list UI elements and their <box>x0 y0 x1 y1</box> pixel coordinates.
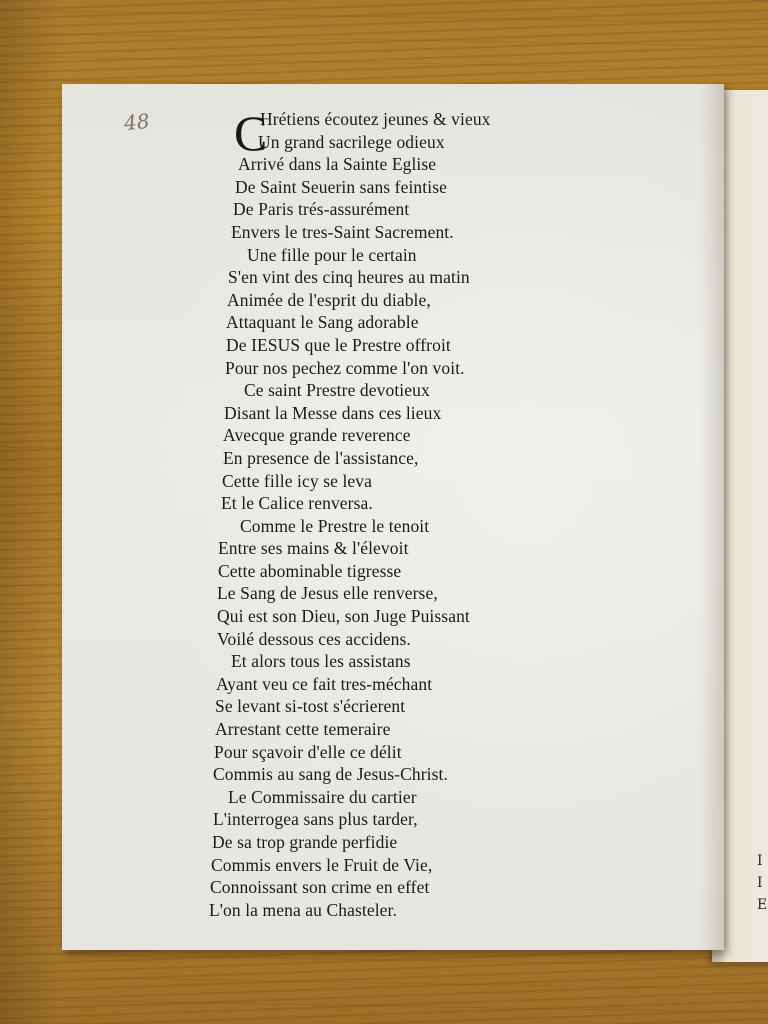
poem-line: S'en vint des cinq heures au matin <box>228 267 470 288</box>
poem-line: Arrestant cette temeraire <box>215 719 391 740</box>
poem-line: Ce saint Prestre devotieux <box>244 380 430 401</box>
poem-line: De Paris trés-assurément <box>233 199 410 220</box>
wooden-table-edge <box>0 0 60 1024</box>
right-page-fragment: I <box>757 853 763 869</box>
poem-line: Se levant si-tost s'écrierent <box>215 696 406 717</box>
poem-line: Entre ses mains & l'élevoit <box>218 538 409 559</box>
poem-line: L'on la mena au Chasteler. <box>209 899 397 920</box>
poem-line: Et le Calice renversa. <box>221 493 373 514</box>
poem-line: Un grand sacrilege odieux <box>258 131 445 152</box>
poem-line: Le Sang de Jesus elle renverse, <box>217 583 438 604</box>
poem-line: De sa trop grande perfidie <box>212 832 398 852</box>
poem-line: Pour sçavoir d'elle ce délit <box>214 741 402 762</box>
poem-line: Cette fille icy se leva <box>222 470 373 491</box>
poem-line: Connoissant son crime en effet <box>210 877 430 898</box>
poem-line: L'interrogea sans plus tarder, <box>213 809 418 830</box>
poem-line: Avecque grande reverence <box>223 425 411 446</box>
poem-line: Qui est son Dieu, son Juge Puissant <box>217 606 470 627</box>
poem-line: De Saint Seuerin sans feintise <box>235 176 447 197</box>
left-page <box>62 84 724 950</box>
poem-line: Envers le tres-Saint Sacrement. <box>231 221 454 242</box>
poem-line: Comme le Prestre le tenoit <box>240 515 430 536</box>
poem-line: Hrétiens écoutez jeunes & vieux <box>260 109 491 129</box>
poem-line: Arrivé dans la Sainte Eglise <box>238 154 437 175</box>
poem-line: Le Commissaire du cartier <box>228 786 417 807</box>
poem-line: Et alors tous les assistans <box>231 651 411 672</box>
right-page-fragment: I <box>757 875 763 891</box>
right-page-text-fragments <box>757 850 767 916</box>
right-page-fragment: E <box>757 897 768 913</box>
poem-line: Animée de l'esprit du diable, <box>227 289 431 310</box>
poem-line: Pour nos pechez comme l'on voit. <box>225 357 465 378</box>
poem-line: De IESUS que le Prestre offroit <box>226 334 451 355</box>
poem-line: Disant la Messe dans ces lieux <box>224 402 442 423</box>
page-edge-shadow <box>700 84 724 950</box>
poem-line: Commis au sang de Jesus-Christ. <box>213 764 448 785</box>
poem-line: Une fille pour le certain <box>247 244 417 265</box>
folio-mark: 48 <box>122 108 151 136</box>
poem-text <box>202 105 622 921</box>
poem-line: Cette abominable tigresse <box>218 560 402 581</box>
poem-line: Attaquant le Sang adorable <box>226 312 419 333</box>
poem-line: Ayant veu ce fait tres-méchant <box>216 673 433 694</box>
poem-line: En presence de l'assistance, <box>223 447 419 468</box>
poem-line: Commis envers le Fruit de Vie, <box>211 854 433 875</box>
poem-line: Voilé dessous ces accidens. <box>217 628 411 649</box>
drop-cap: C <box>234 105 268 161</box>
